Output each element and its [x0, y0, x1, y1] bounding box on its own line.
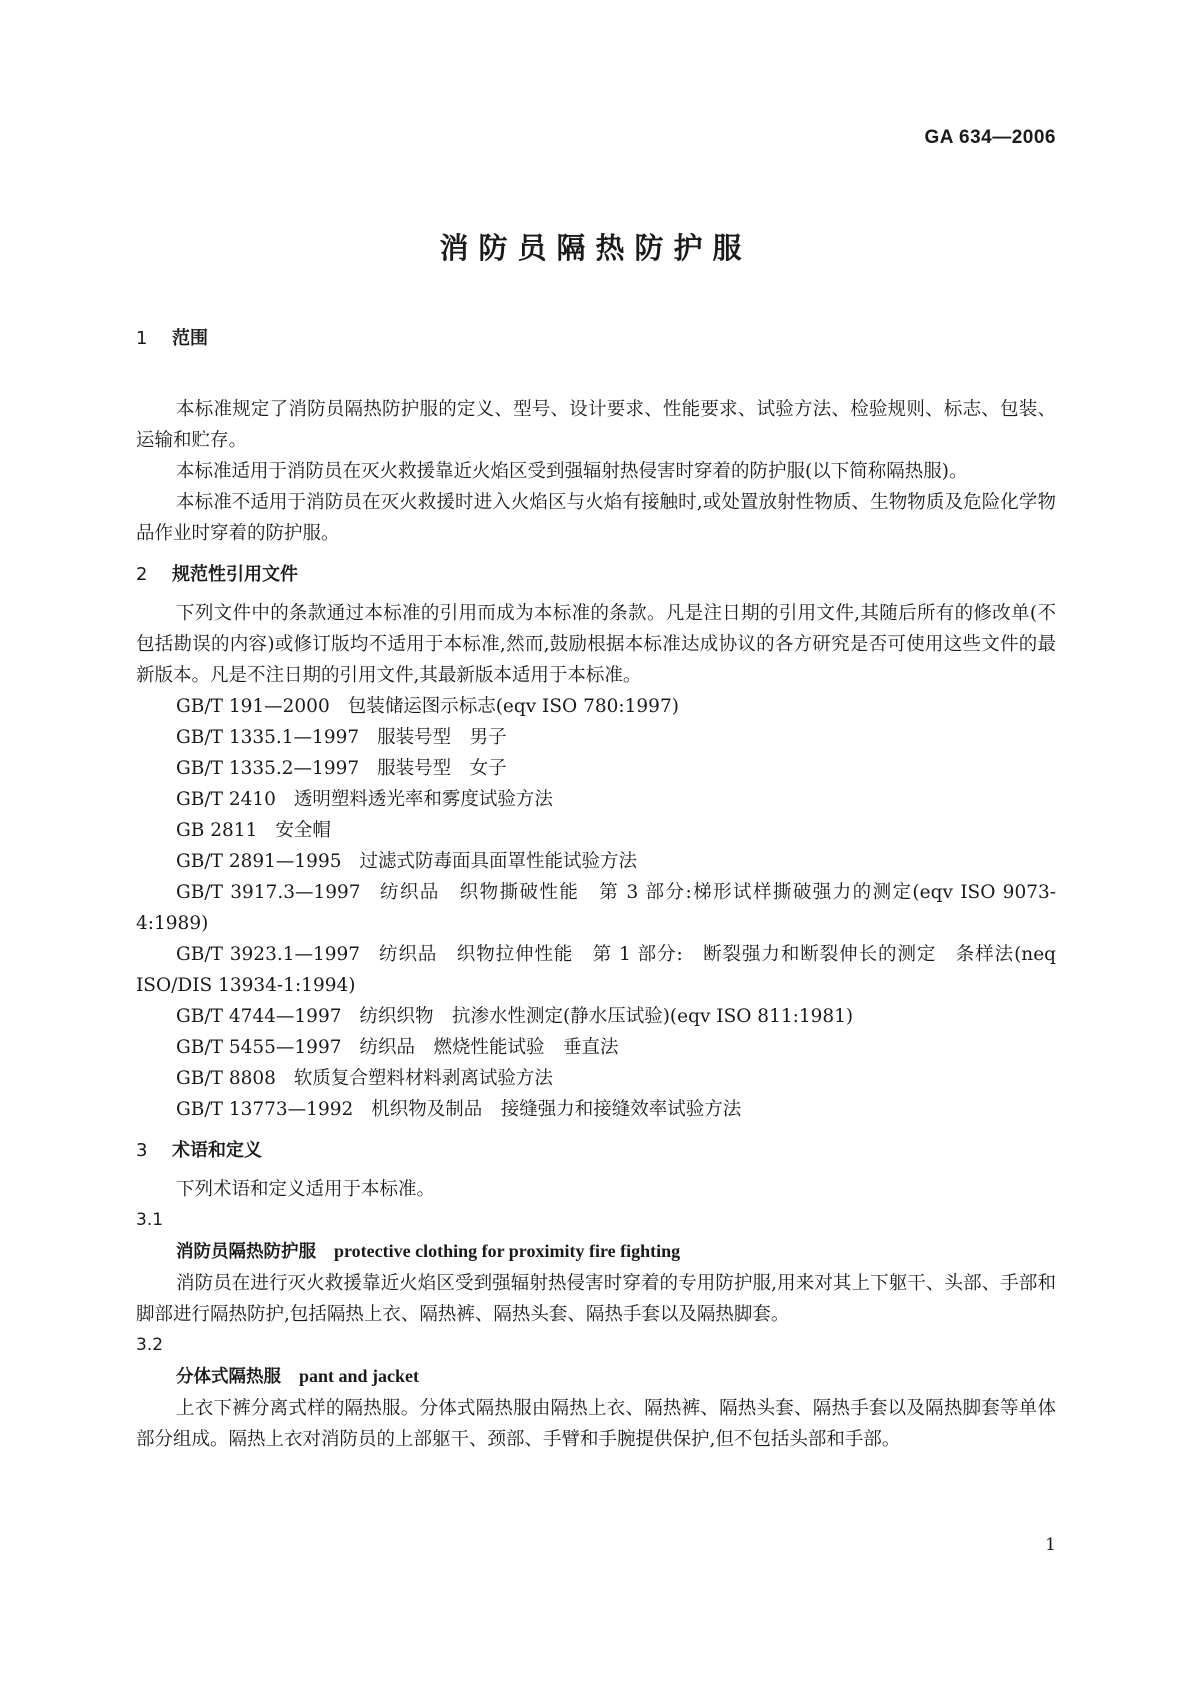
paragraph: 本标准不适用于消防员在灭火救援时进入火焰区与火焰有接触时,或处置放射性物质、生物物质及危险化学物品作业时穿着的防护服。	[136, 492, 1056, 544]
reference-title: 机织物及制品 接缝强力和接缝效率试验方法	[371, 1099, 742, 1120]
reference-code: GB 2811	[176, 820, 258, 841]
term-en: protective clothing for proximity fire fighting	[334, 1241, 681, 1261]
reference-title: 纺织品 织物撕破性能 第 3 部分:梯形试样撕破强力的测定(eqv ISO 9073-4:1989)	[136, 882, 1057, 934]
reference-code: GB/T 5455—1997	[176, 1037, 342, 1058]
reference-title: 纺织品 燃烧性能试验 垂直法	[359, 1037, 619, 1058]
section-1-heading	[136, 323, 1056, 354]
section-number: 3	[136, 1140, 148, 1161]
term-definition: 上衣下裤分离式样的隔热服。分体式隔热服由隔热上衣、隔热裤、隔热头套、隔热手套以及隔热脚套等单体部分组成。隔热上衣对消防员的上部躯干、颈部、手臂和手腕提供保护,但不包括头部和手部。	[136, 1398, 1056, 1450]
reference-code: GB/T 3923.1—1997	[176, 944, 361, 965]
term-zh: 分体式隔热服	[176, 1367, 281, 1387]
paragraph: 下列文件中的条款通过本标准的引用而成为本标准的条款。凡是注日期的引用文件,其随后所有的修改单(不包括勘误的内容)或修订版均不适用于本标准,然而,鼓励根据本标准达成协议的各方研究是否可使用这些文件的最新版本。凡是不注日期的引用文件,其最新版本适用于本标准。	[136, 603, 1056, 686]
document-body	[136, 323, 1056, 1455]
reference-title: 过滤式防毒面具面罩性能试验方法	[359, 851, 638, 872]
reference-title: 纺织织物 抗渗水性测定(静水压试验)(eqv ISO 811:1981)	[359, 1006, 854, 1027]
section-number: 2	[136, 564, 148, 585]
reference-title: 包装储运图示标志(eqv ISO 780:1997)	[347, 696, 679, 717]
reference-code: GB/T 1335.2—1997	[176, 758, 360, 779]
reference-title: 软质复合塑料材料剥离试验方法	[293, 1068, 553, 1089]
reference-title: 纺织品 织物拉伸性能 第 1 部分: 断裂强力和断裂伸长的测定 条样法(neq ISO/DIS 13934-1:1994)	[136, 944, 1056, 996]
term-heading	[136, 1236, 1056, 1268]
reference-item	[136, 722, 1056, 753]
reference-code: GB/T 3917.3—1997	[176, 882, 361, 903]
reference-item	[136, 691, 1056, 722]
clause-number: 3.1	[136, 1210, 164, 1230]
reference-item	[136, 753, 1056, 784]
paragraph: 下列术语和定义适用于本标准。	[176, 1179, 436, 1200]
reference-item	[136, 1001, 1056, 1032]
reference-code: GB/T 1335.1—1997	[176, 727, 360, 748]
term-definition: 消防员在进行灭火救援靠近火焰区受到强辐射热侵害时穿着的专用防护服,用来对其上下躯干、头部、手部和脚部进行隔热防护,包括隔热上衣、隔热裤、隔热头套、隔热手套以及隔热脚套。	[136, 1273, 1056, 1325]
reference-code: GB/T 8808	[176, 1068, 276, 1089]
reference-item	[136, 939, 1056, 1001]
page-title: 消防员隔热防护服	[439, 231, 752, 265]
reference-item	[136, 784, 1056, 815]
reference-code: GB/T 191—2000	[176, 696, 330, 717]
reference-title: 服装号型 女子	[377, 758, 507, 779]
paragraph: 本标准适用于消防员在灭火救援靠近火焰区受到强辐射热侵害时穿着的防护服(以下简称隔热服)。	[176, 461, 968, 482]
page-number: 1	[1045, 1535, 1056, 1555]
reference-title: 服装号型 男子	[377, 727, 507, 748]
reference-code: GB/T 13773—1992	[176, 1099, 354, 1120]
reference-title: 安全帽	[275, 820, 331, 841]
reference-item	[136, 1063, 1056, 1094]
section-3-heading	[136, 1135, 1056, 1166]
paragraph: 本标准规定了消防员隔热防护服的定义、型号、设计要求、性能要求、试验方法、检验规则、标志、包装、运输和贮存。	[136, 399, 1056, 451]
section-number: 1	[136, 328, 148, 349]
section-title: 范围	[172, 328, 208, 349]
section-title: 术语和定义	[172, 1140, 262, 1161]
section-2-heading	[136, 559, 1056, 590]
term-en: pant and jacket	[299, 1366, 420, 1386]
clause-number: 3.2	[136, 1335, 164, 1355]
reference-item	[136, 815, 1056, 846]
standard-code: GA 634—2006	[924, 127, 1056, 148]
term-zh: 消防员隔热防护服	[176, 1242, 316, 1262]
section-title: 规范性引用文件	[172, 564, 298, 585]
reference-item	[136, 877, 1056, 939]
reference-item	[136, 1094, 1056, 1125]
reference-item	[136, 846, 1056, 877]
reference-item	[136, 1032, 1056, 1063]
reference-code: GB/T 2410	[176, 789, 276, 810]
reference-code: GB/T 4744—1997	[176, 1006, 342, 1027]
term-heading	[136, 1361, 1056, 1393]
reference-code: GB/T 2891—1995	[176, 851, 342, 872]
reference-title: 透明塑料透光率和雾度试验方法	[293, 789, 553, 810]
